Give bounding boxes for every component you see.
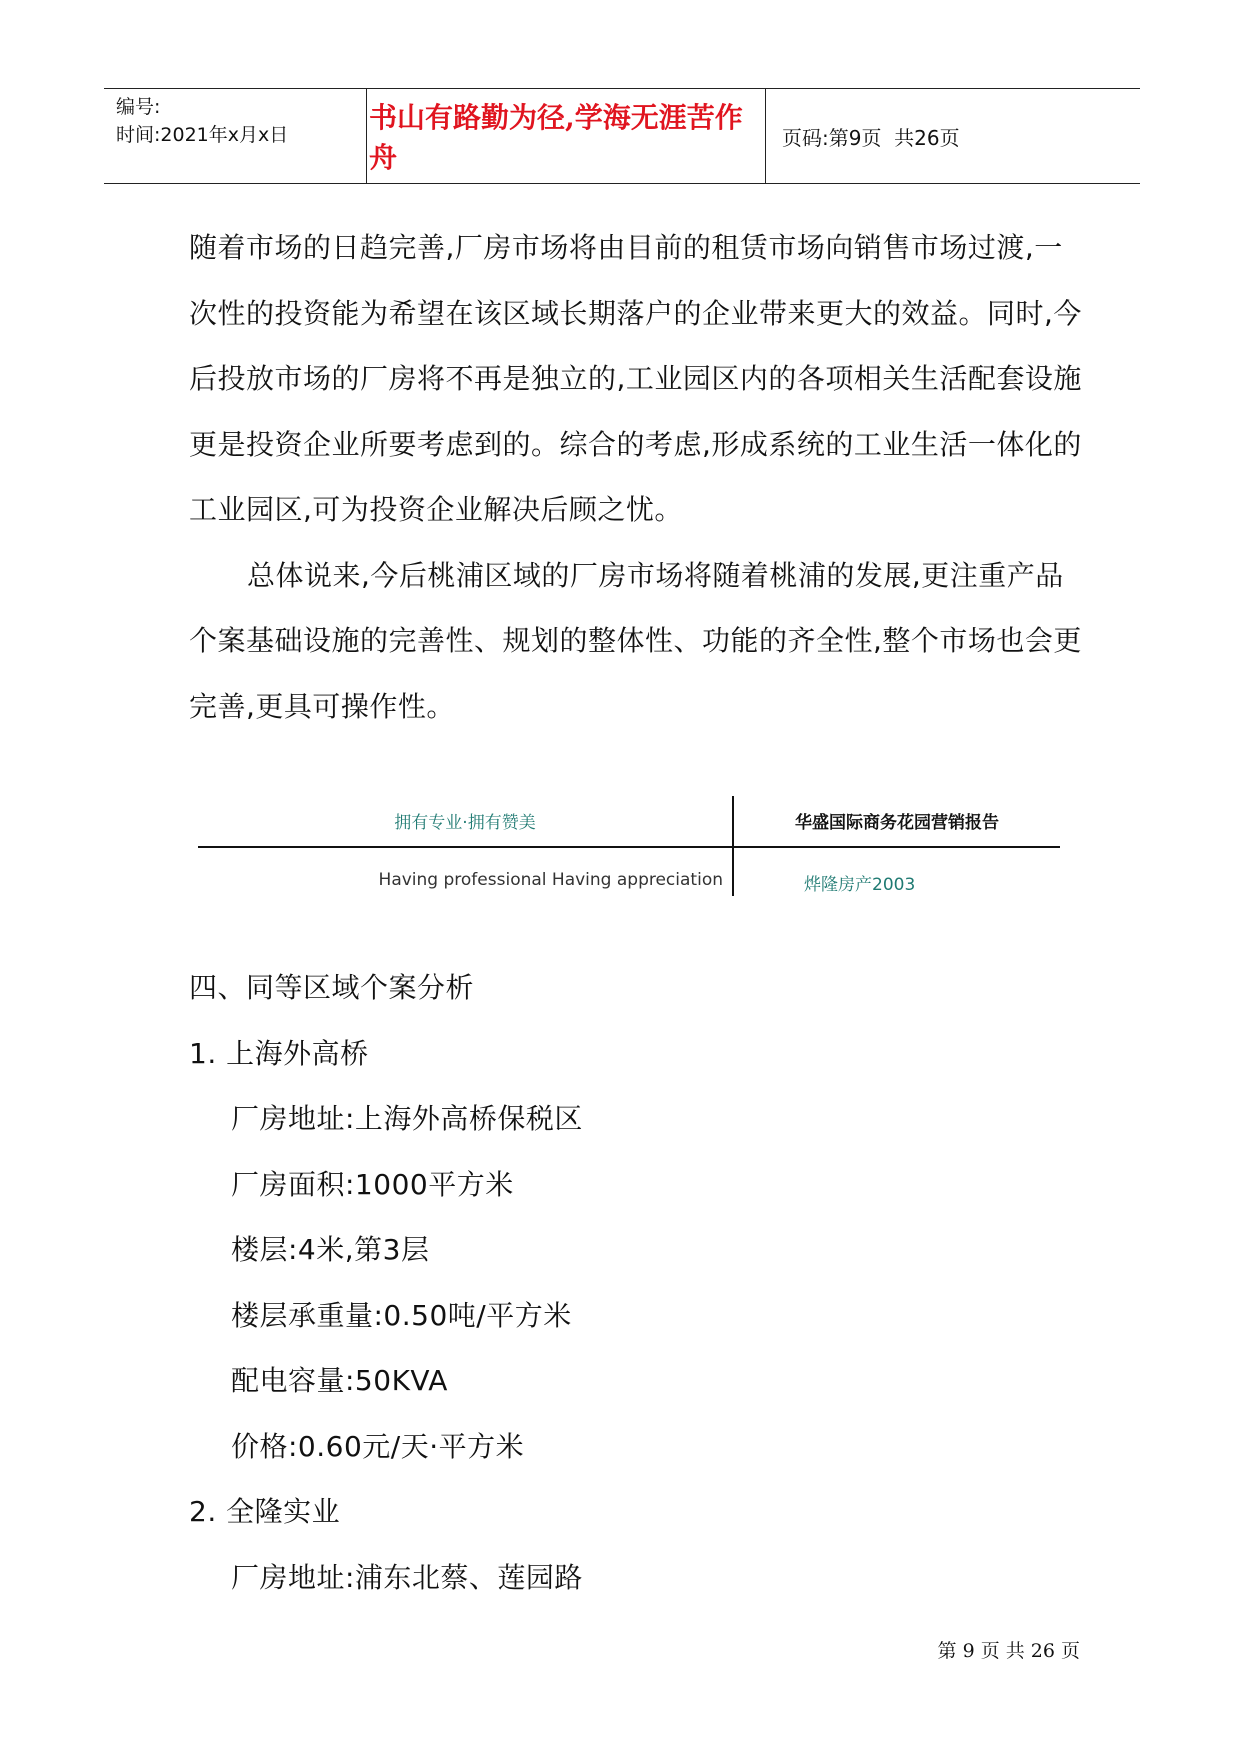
report-banner: [198, 796, 1060, 896]
header-divider-right: [765, 89, 766, 183]
case-detail: 厂房地址:上海外高桥保税区: [231, 1102, 583, 1135]
case-detail: 楼层:4米,第3层: [231, 1233, 430, 1266]
case-title: 2. 全隆实业: [189, 1495, 341, 1528]
page-footer: 第 9 页 共 26 页: [937, 1640, 1080, 1662]
page-info-text: 页码:第9页 共26页: [782, 125, 960, 150]
header-divider-left: [366, 89, 367, 183]
case-title: 1. 上海外高桥: [189, 1036, 369, 1070]
serial-label: 编号:: [116, 96, 161, 118]
banner-company: 烨隆房产2003: [804, 875, 916, 895]
case-detail: 厂房地址:浦东北蔡、莲园路: [231, 1560, 583, 1594]
case-detail: 配电容量:50KVA: [231, 1364, 448, 1397]
section-heading: 四、同等区域个案分析: [189, 971, 475, 1004]
paragraph-1: 随着市场的日趋完善,厂房市场将由目前的租赁市场向销售市场过渡,一次性的投资能为希望在该区域长期落户的企业带来更大的效益。同时,今后投放市场的厂房将不再是独立的,工业园区内的各项相关生活配套设施更是投资企业所要考虑到的。综合的考虑,形成系统的工业生活一体化的工业园区,可为投资企业解决后顾之忧。: [189, 231, 1082, 526]
body-text: [189, 215, 1089, 739]
header-motto: 书山有路勤为径,学海无涯苦作舟: [369, 101, 743, 174]
banner-horizontal-rule: [198, 846, 1060, 848]
case-detail: 厂房面积:1000平方米: [231, 1167, 514, 1201]
page-header: [104, 88, 1140, 184]
banner-slogan-english: Having professional Having appreciation: [378, 870, 723, 890]
case-detail: 楼层承重量:0.50吨/平方米: [231, 1298, 572, 1332]
header-meta: [116, 93, 366, 149]
banner-slogan: 拥有专业·拥有赞美: [394, 813, 536, 833]
case-analysis-section: [189, 955, 1089, 1610]
banner-report-title: 华盛国际商务花园营销报告: [795, 813, 999, 833]
paragraph-2: 总体说来,今后桃浦区域的厂房市场将随着桃浦的发展,更注重产品个案基础设施的完善性、规划的整体性、功能的齐全性,整个市场也会更完善,更具可操作性。: [189, 558, 1082, 723]
case-detail: 价格:0.60元/天·平方米: [231, 1429, 525, 1463]
time-label: 时间:2021年x月x日: [116, 124, 289, 146]
header-page-info: [768, 89, 1140, 183]
